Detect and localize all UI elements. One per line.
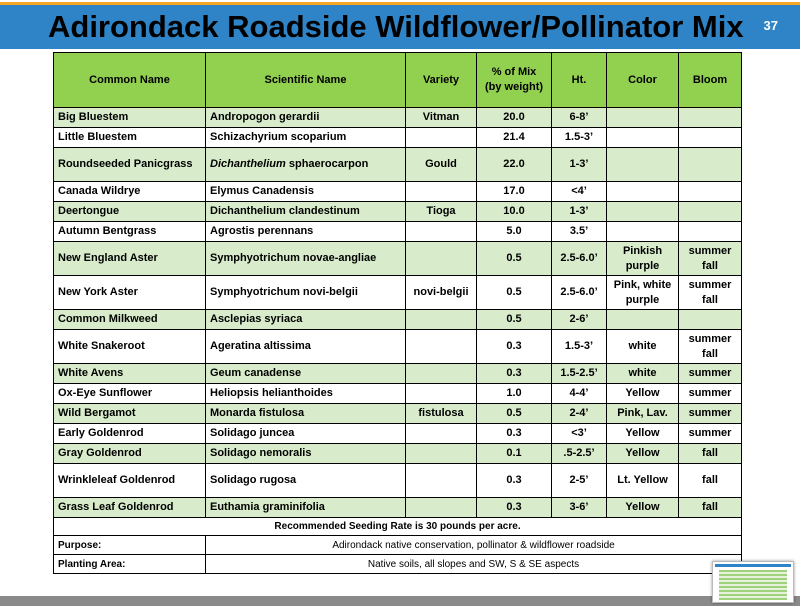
- scientific-name-cell: Solidago rugosa: [206, 464, 406, 498]
- header-color: Color: [607, 53, 679, 108]
- common-name-cell: New York Aster: [54, 276, 206, 310]
- percent-mix-cell: 0.5: [477, 404, 552, 424]
- color-cell: [607, 182, 679, 202]
- common-name-cell: Wrinkleleaf Goldenrod: [54, 464, 206, 498]
- header-row: [54, 53, 742, 108]
- scientific-name-cell: Elymus Canadensis: [206, 182, 406, 202]
- height-cell: .5-2.5’: [552, 444, 607, 464]
- color-cell: [607, 128, 679, 148]
- percent-mix-cell: 0.3: [477, 424, 552, 444]
- bloom-cell: summer fall: [679, 276, 742, 310]
- scientific-species: sphaerocarpon: [285, 158, 369, 170]
- thumbnail-table: [719, 570, 787, 600]
- scientific-name-cell: Heliopsis helianthoides: [206, 384, 406, 404]
- bloom-cell: fall: [679, 464, 742, 498]
- table-row: [54, 242, 742, 276]
- height-cell: <4’: [552, 182, 607, 202]
- table-row: [54, 182, 742, 202]
- color-cell: [607, 310, 679, 330]
- table-row: [54, 404, 742, 424]
- percent-mix-cell: 5.0: [477, 222, 552, 242]
- table-row: [54, 222, 742, 242]
- variety-cell: [406, 330, 477, 364]
- percent-mix-cell: 0.3: [477, 364, 552, 384]
- color-cell: Pink, white purple: [607, 276, 679, 310]
- variety-cell: novi-belgii: [406, 276, 477, 310]
- bloom-cell: [679, 310, 742, 330]
- percent-mix-cell: 0.3: [477, 464, 552, 498]
- table-row: [54, 108, 742, 128]
- variety-cell: [406, 182, 477, 202]
- percent-mix-cell: 17.0: [477, 182, 552, 202]
- percent-mix-cell: 0.5: [477, 276, 552, 310]
- planting-area-label: Planting Area:: [54, 555, 206, 574]
- height-cell: 6-8’: [552, 108, 607, 128]
- table-row: [54, 148, 742, 182]
- common-name-cell: New England Aster: [54, 242, 206, 276]
- height-cell: 2.5-6.0’: [552, 242, 607, 276]
- variety-cell: [406, 128, 477, 148]
- percent-mix-cell: 0.5: [477, 242, 552, 276]
- common-name-cell: White Snakeroot: [54, 330, 206, 364]
- height-cell: 1.5-2.5’: [552, 364, 607, 384]
- variety-cell: fistulosa: [406, 404, 477, 424]
- scientific-name-cell: Ageratina altissima: [206, 330, 406, 364]
- bloom-cell: summer: [679, 384, 742, 404]
- common-name-cell: Wild Bergamot: [54, 404, 206, 424]
- scientific-name-cell: Dichanthelium clandestinum: [206, 202, 406, 222]
- color-cell: [607, 202, 679, 222]
- variety-cell: Vitman: [406, 108, 477, 128]
- bloom-cell: [679, 108, 742, 128]
- scientific-name-cell: Schizachyrium scoparium: [206, 128, 406, 148]
- color-cell: [607, 108, 679, 128]
- color-cell: Pink, Lav.: [607, 404, 679, 424]
- scientific-name-cell: [206, 148, 406, 182]
- scientific-name-cell: Asclepias syriaca: [206, 310, 406, 330]
- page-number: 37: [763, 18, 778, 33]
- purpose-value: Adirondack native conservation, pollinator & wildflower roadside: [206, 536, 742, 555]
- header-percent-mix: [477, 53, 552, 108]
- table-row: [54, 384, 742, 404]
- height-cell: 1.5-3’: [552, 330, 607, 364]
- common-name-cell: White Avens: [54, 364, 206, 384]
- planting-area-row: [54, 555, 742, 574]
- common-name-cell: Little Bluestem: [54, 128, 206, 148]
- color-cell: Yellow: [607, 498, 679, 518]
- bloom-cell: summer: [679, 364, 742, 384]
- header-pct-line2: (by weight): [484, 81, 544, 93]
- height-cell: <3’: [552, 424, 607, 444]
- header-common-name: Common Name: [54, 53, 206, 108]
- scientific-name-cell: Solidago nemoralis: [206, 444, 406, 464]
- variety-cell: [406, 310, 477, 330]
- height-cell: 1-3’: [552, 202, 607, 222]
- table-row: [54, 464, 742, 498]
- bloom-cell: fall: [679, 444, 742, 464]
- common-name-cell: Gray Goldenrod: [54, 444, 206, 464]
- common-name-cell: Big Bluestem: [54, 108, 206, 128]
- variety-cell: [406, 384, 477, 404]
- thumbnail-title-bar: [715, 564, 791, 567]
- scientific-name-cell: Symphyotrichum novi-belgii: [206, 276, 406, 310]
- height-cell: 4-4’: [552, 384, 607, 404]
- common-name-cell: Common Milkweed: [54, 310, 206, 330]
- bloom-cell: summer: [679, 424, 742, 444]
- variety-cell: [406, 464, 477, 498]
- percent-mix-cell: 0.5: [477, 310, 552, 330]
- seeding-rate: Recommended Seeding Rate is 30 pounds per acre.: [54, 518, 742, 536]
- seed-mix-table: [53, 52, 742, 574]
- table-row: [54, 330, 742, 364]
- common-name-cell: Deertongue: [54, 202, 206, 222]
- variety-cell: [406, 364, 477, 384]
- scientific-name-cell: Agrostis perennans: [206, 222, 406, 242]
- height-cell: 2-6’: [552, 310, 607, 330]
- common-name-cell: Grass Leaf Goldenrod: [54, 498, 206, 518]
- common-name-cell: Ox-Eye Sunflower: [54, 384, 206, 404]
- height-cell: 2.5-6.0’: [552, 276, 607, 310]
- color-cell: [607, 222, 679, 242]
- color-cell: white: [607, 364, 679, 384]
- percent-mix-cell: 0.1: [477, 444, 552, 464]
- color-cell: white: [607, 330, 679, 364]
- table-row: [54, 444, 742, 464]
- header-bloom: Bloom: [679, 53, 742, 108]
- common-name-cell: Autumn Bentgrass: [54, 222, 206, 242]
- color-cell: Pinkish purple: [607, 242, 679, 276]
- variety-cell: Gould: [406, 148, 477, 182]
- height-cell: 3.5’: [552, 222, 607, 242]
- purpose-label: Purpose:: [54, 536, 206, 555]
- scientific-genus: Dichanthelium: [210, 158, 286, 170]
- height-cell: 1-3’: [552, 148, 607, 182]
- bloom-cell: [679, 222, 742, 242]
- height-cell: 2-4’: [552, 404, 607, 424]
- variety-cell: [406, 242, 477, 276]
- color-cell: Yellow: [607, 424, 679, 444]
- scientific-name-cell: Monarda fistulosa: [206, 404, 406, 424]
- percent-mix-cell: 22.0: [477, 148, 552, 182]
- scientific-name-cell: Solidago juncea: [206, 424, 406, 444]
- variety-cell: Tioga: [406, 202, 477, 222]
- bloom-cell: [679, 128, 742, 148]
- percent-mix-cell: 20.0: [477, 108, 552, 128]
- header-variety: Variety: [406, 53, 477, 108]
- common-name-cell: Canada Wildrye: [54, 182, 206, 202]
- color-cell: Yellow: [607, 384, 679, 404]
- percent-mix-cell: 0.3: [477, 498, 552, 518]
- scientific-name-cell: Geum canadense: [206, 364, 406, 384]
- table-row: [54, 498, 742, 518]
- header-height: Ht.: [552, 53, 607, 108]
- height-cell: 3-6’: [552, 498, 607, 518]
- title-bar: [0, 2, 800, 49]
- bloom-cell: [679, 202, 742, 222]
- planting-area-value: Native soils, all slopes and SW, S & SE aspects: [206, 555, 742, 574]
- table-row: [54, 202, 742, 222]
- bloom-cell: summer: [679, 404, 742, 424]
- color-cell: Lt. Yellow: [607, 464, 679, 498]
- slide-title: Adirondack Roadside Wildflower/Pollinator Mix: [48, 9, 744, 44]
- bloom-cell: [679, 148, 742, 182]
- table-row: [54, 128, 742, 148]
- table-row: [54, 310, 742, 330]
- color-cell: [607, 148, 679, 182]
- bloom-cell: summer fall: [679, 330, 742, 364]
- bloom-cell: summer fall: [679, 242, 742, 276]
- percent-mix-cell: 10.0: [477, 202, 552, 222]
- header-scientific-name: Scientific Name: [206, 53, 406, 108]
- variety-cell: [406, 424, 477, 444]
- bloom-cell: fall: [679, 498, 742, 518]
- variety-cell: [406, 444, 477, 464]
- percent-mix-cell: 1.0: [477, 384, 552, 404]
- height-cell: 2-5’: [552, 464, 607, 498]
- percent-mix-cell: 0.3: [477, 330, 552, 364]
- color-cell: Yellow: [607, 444, 679, 464]
- height-cell: 1.5-3’: [552, 128, 607, 148]
- common-name-cell: Roundseeded Panicgrass: [54, 148, 206, 182]
- percent-mix-cell: 21.4: [477, 128, 552, 148]
- variety-cell: [406, 222, 477, 242]
- scientific-name-cell: Symphyotrichum novae-angliae: [206, 242, 406, 276]
- bloom-cell: [679, 182, 742, 202]
- common-name-cell: Early Goldenrod: [54, 424, 206, 444]
- scientific-name-cell: Andropogon gerardii: [206, 108, 406, 128]
- variety-cell: [406, 498, 477, 518]
- header-pct-line1: % of Mix: [491, 66, 537, 78]
- purpose-row: [54, 536, 742, 555]
- slide-thumbnail[interactable]: [712, 561, 794, 603]
- table-row: [54, 364, 742, 384]
- scientific-name-cell: Euthamia graminifolia: [206, 498, 406, 518]
- table-row: [54, 276, 742, 310]
- table-row: [54, 424, 742, 444]
- seeding-rate-row: [54, 518, 742, 536]
